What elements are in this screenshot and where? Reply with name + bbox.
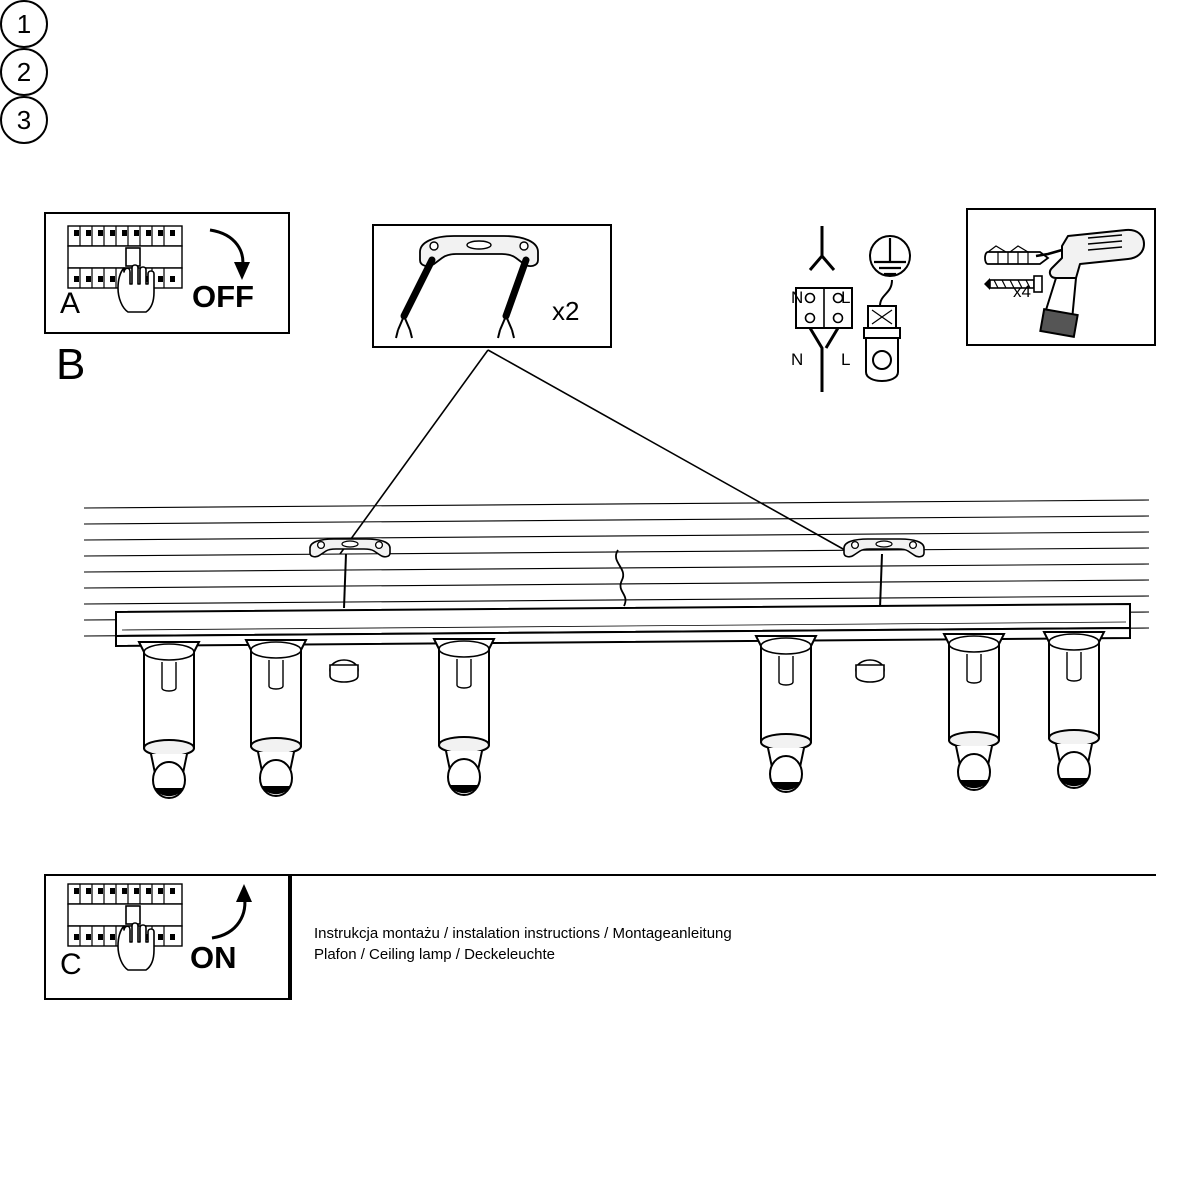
tools-quantity-label: x4 (1013, 282, 1031, 301)
spotlight-head (1044, 632, 1104, 788)
step-1-number: 1 (0, 0, 48, 48)
step-b-letter: B (56, 340, 86, 389)
spotlight-head (139, 642, 199, 798)
terminal-label-n-top: N (791, 288, 804, 307)
terminal-label-n-bottom: N (791, 350, 804, 369)
step-1-quantity-label: x2 (552, 296, 580, 326)
fuse-box-hand-icon (60, 880, 280, 992)
spotlight-head (246, 640, 306, 796)
step-a-action-label: OFF (192, 279, 254, 314)
terminal-label-l-bottom: L (841, 350, 851, 369)
step-2-number: 2 (0, 48, 48, 96)
caption-line-2: Plafon / Ceiling lamp / Deckeleuchte (314, 946, 555, 963)
step-3-number: 3 (0, 96, 48, 144)
terminal-label-l-top: L (841, 288, 851, 307)
drill-icon (976, 216, 1150, 340)
caption-line-1: Instrukcja montażu / instalation instructions / Montageanleitung (314, 925, 732, 942)
ceiling-lamp-icon (44, 340, 1164, 880)
spotlight-head (434, 639, 494, 795)
ceiling-bracket-left (310, 539, 390, 608)
power-drill-icon (1036, 230, 1144, 337)
step-c-action-label: ON (190, 940, 237, 975)
spotlight-head (944, 634, 1004, 790)
step-a-letter: A (60, 287, 81, 320)
spotlight-head (756, 636, 816, 792)
step-c-letter: C (60, 948, 82, 981)
